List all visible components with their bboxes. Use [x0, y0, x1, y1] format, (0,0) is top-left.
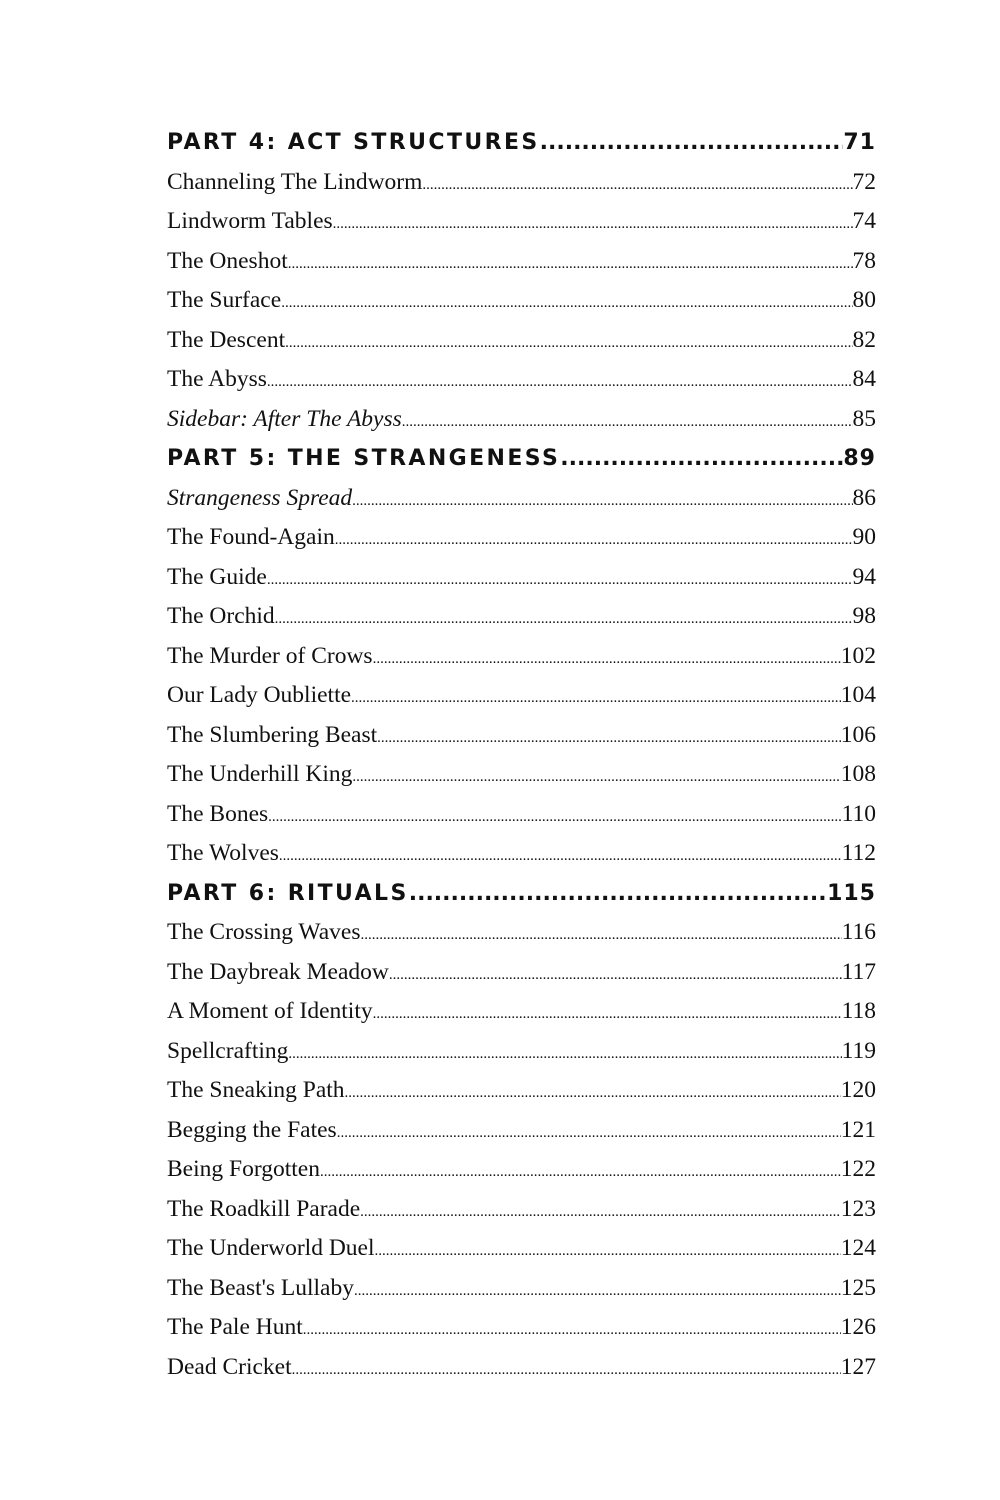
entry-title: The Daybreak Meadow	[167, 953, 389, 993]
toc-entry	[167, 321, 876, 361]
page-number: 122	[841, 1150, 876, 1190]
dot-leader	[337, 1114, 841, 1151]
entry-title: Dead Cricket	[167, 1348, 292, 1388]
page-number: 119	[842, 1032, 876, 1072]
dot-leader	[361, 916, 842, 953]
dot-leader	[360, 1193, 841, 1230]
entry-title: Being Forgotten	[167, 1150, 320, 1190]
page-number: 98	[853, 597, 877, 637]
dot-leader	[285, 324, 852, 361]
dot-leader	[373, 640, 841, 677]
page-number: 118	[842, 992, 876, 1032]
page-number: 126	[841, 1308, 876, 1348]
page-number: 106	[841, 716, 876, 756]
toc-entry	[167, 1032, 876, 1072]
page-number: 115	[827, 874, 876, 914]
page-number: 121	[841, 1111, 876, 1151]
toc-part-heading	[167, 874, 876, 914]
page-number: 117	[842, 953, 876, 993]
page-number: 112	[842, 834, 876, 874]
page-number: 102	[841, 637, 876, 677]
dot-leader	[377, 719, 841, 756]
dot-leader	[540, 123, 844, 163]
toc-entry	[167, 637, 876, 677]
dot-leader	[352, 482, 852, 519]
entry-title: The Crossing Waves	[167, 913, 361, 953]
dot-leader	[267, 561, 853, 598]
page-number: 82	[853, 321, 877, 361]
toc-entry	[167, 518, 876, 558]
toc-entry	[167, 597, 876, 637]
entry-title: The Abyss	[167, 360, 267, 400]
toc-part-heading	[167, 123, 876, 163]
dot-leader	[373, 995, 842, 1032]
page-number: 110	[842, 795, 876, 835]
entry-title: The Wolves	[167, 834, 279, 874]
dot-leader	[320, 1153, 841, 1190]
part-title: PART 5: THE STRANGENESS	[167, 439, 560, 479]
dot-leader	[279, 837, 842, 874]
table-of-contents	[167, 123, 876, 1387]
toc-entry	[167, 676, 876, 716]
toc-entry	[167, 1111, 876, 1151]
entry-title: Our Lady Oubliette	[167, 676, 351, 716]
page-number: 85	[853, 400, 877, 440]
entry-title: The Roadkill Parade	[167, 1190, 360, 1230]
dot-leader	[354, 1272, 841, 1309]
toc-entry	[167, 400, 876, 440]
dot-leader	[288, 1035, 841, 1072]
entry-title: The Found-Again	[167, 518, 335, 558]
page-number: 74	[853, 202, 877, 242]
entry-title: The Slumbering Beast	[167, 716, 377, 756]
entry-title: The Descent	[167, 321, 285, 361]
toc-entry	[167, 1269, 876, 1309]
toc-entry	[167, 1229, 876, 1269]
toc-entry	[167, 1150, 876, 1190]
toc-entry	[167, 755, 876, 795]
dot-leader	[389, 956, 842, 993]
toc-entry	[167, 163, 876, 203]
page-number: 84	[853, 360, 877, 400]
entry-title: Begging the Fates	[167, 1111, 337, 1151]
dot-leader	[292, 1351, 841, 1388]
page-number: 71	[843, 123, 876, 163]
part-title: PART 4: ACT STRUCTURES	[167, 123, 540, 163]
toc-entry	[167, 953, 876, 993]
page-number: 86	[853, 479, 877, 519]
entry-title: The Oneshot	[167, 242, 288, 282]
toc-part-heading	[167, 439, 876, 479]
entry-title: The Murder of Crows	[167, 637, 373, 677]
toc-entry	[167, 1190, 876, 1230]
toc-entry	[167, 716, 876, 756]
page-number: 120	[841, 1071, 876, 1111]
entry-title: Spellcrafting	[167, 1032, 288, 1072]
dot-leader	[402, 403, 853, 440]
dot-leader	[352, 758, 840, 795]
dot-leader	[268, 798, 841, 835]
page-number: 90	[853, 518, 877, 558]
entry-title: Sidebar: After The Abyss	[167, 400, 402, 440]
toc-entry	[167, 795, 876, 835]
entry-title: The Underhill King	[167, 755, 352, 795]
entry-title: The Underworld Duel	[167, 1229, 375, 1269]
dot-leader	[422, 166, 852, 203]
dot-leader	[288, 245, 853, 282]
entry-title: A Moment of Identity	[167, 992, 373, 1032]
page-number: 89	[843, 439, 876, 479]
entry-title: Channeling The Lindworm	[167, 163, 422, 203]
entry-title: The Guide	[167, 558, 267, 598]
toc-entry	[167, 1308, 876, 1348]
page-number: 104	[841, 676, 876, 716]
page-number: 78	[853, 242, 877, 282]
entry-title: Lindworm Tables	[167, 202, 333, 242]
dot-leader	[281, 284, 852, 321]
entry-title: The Surface	[167, 281, 281, 321]
page-number: 80	[853, 281, 877, 321]
page-number: 123	[841, 1190, 876, 1230]
toc-entry	[167, 913, 876, 953]
toc-entry	[167, 834, 876, 874]
page-number: 72	[853, 163, 877, 203]
page-number: 125	[841, 1269, 876, 1309]
dot-leader	[335, 521, 853, 558]
toc-entry	[167, 558, 876, 598]
toc-entry	[167, 479, 876, 519]
entry-title: The Pale Hunt	[167, 1308, 303, 1348]
page-number: 124	[841, 1229, 876, 1269]
dot-leader	[333, 205, 853, 242]
page-number: 108	[841, 755, 876, 795]
part-title: PART 6: RITUALS	[167, 874, 409, 914]
dot-leader	[345, 1074, 841, 1111]
toc-entry	[167, 202, 876, 242]
page-number: 116	[842, 913, 876, 953]
dot-leader	[351, 679, 841, 716]
toc-entry	[167, 360, 876, 400]
dot-leader	[409, 874, 827, 914]
toc-entry	[167, 992, 876, 1032]
entry-title: The Orchid	[167, 597, 275, 637]
entry-title: The Sneaking Path	[167, 1071, 345, 1111]
toc-entry	[167, 281, 876, 321]
dot-leader	[275, 600, 853, 637]
toc-entry	[167, 1348, 876, 1388]
entry-title: The Bones	[167, 795, 268, 835]
dot-leader	[267, 363, 853, 400]
entry-title: Strangeness Spread	[167, 479, 352, 519]
toc-entry	[167, 1071, 876, 1111]
dot-leader	[375, 1232, 841, 1269]
page-number: 94	[853, 558, 877, 598]
dot-leader	[303, 1311, 841, 1348]
entry-title: The Beast's Lullaby	[167, 1269, 354, 1309]
dot-leader	[560, 439, 843, 479]
page-number: 127	[841, 1348, 876, 1388]
toc-entry	[167, 242, 876, 282]
